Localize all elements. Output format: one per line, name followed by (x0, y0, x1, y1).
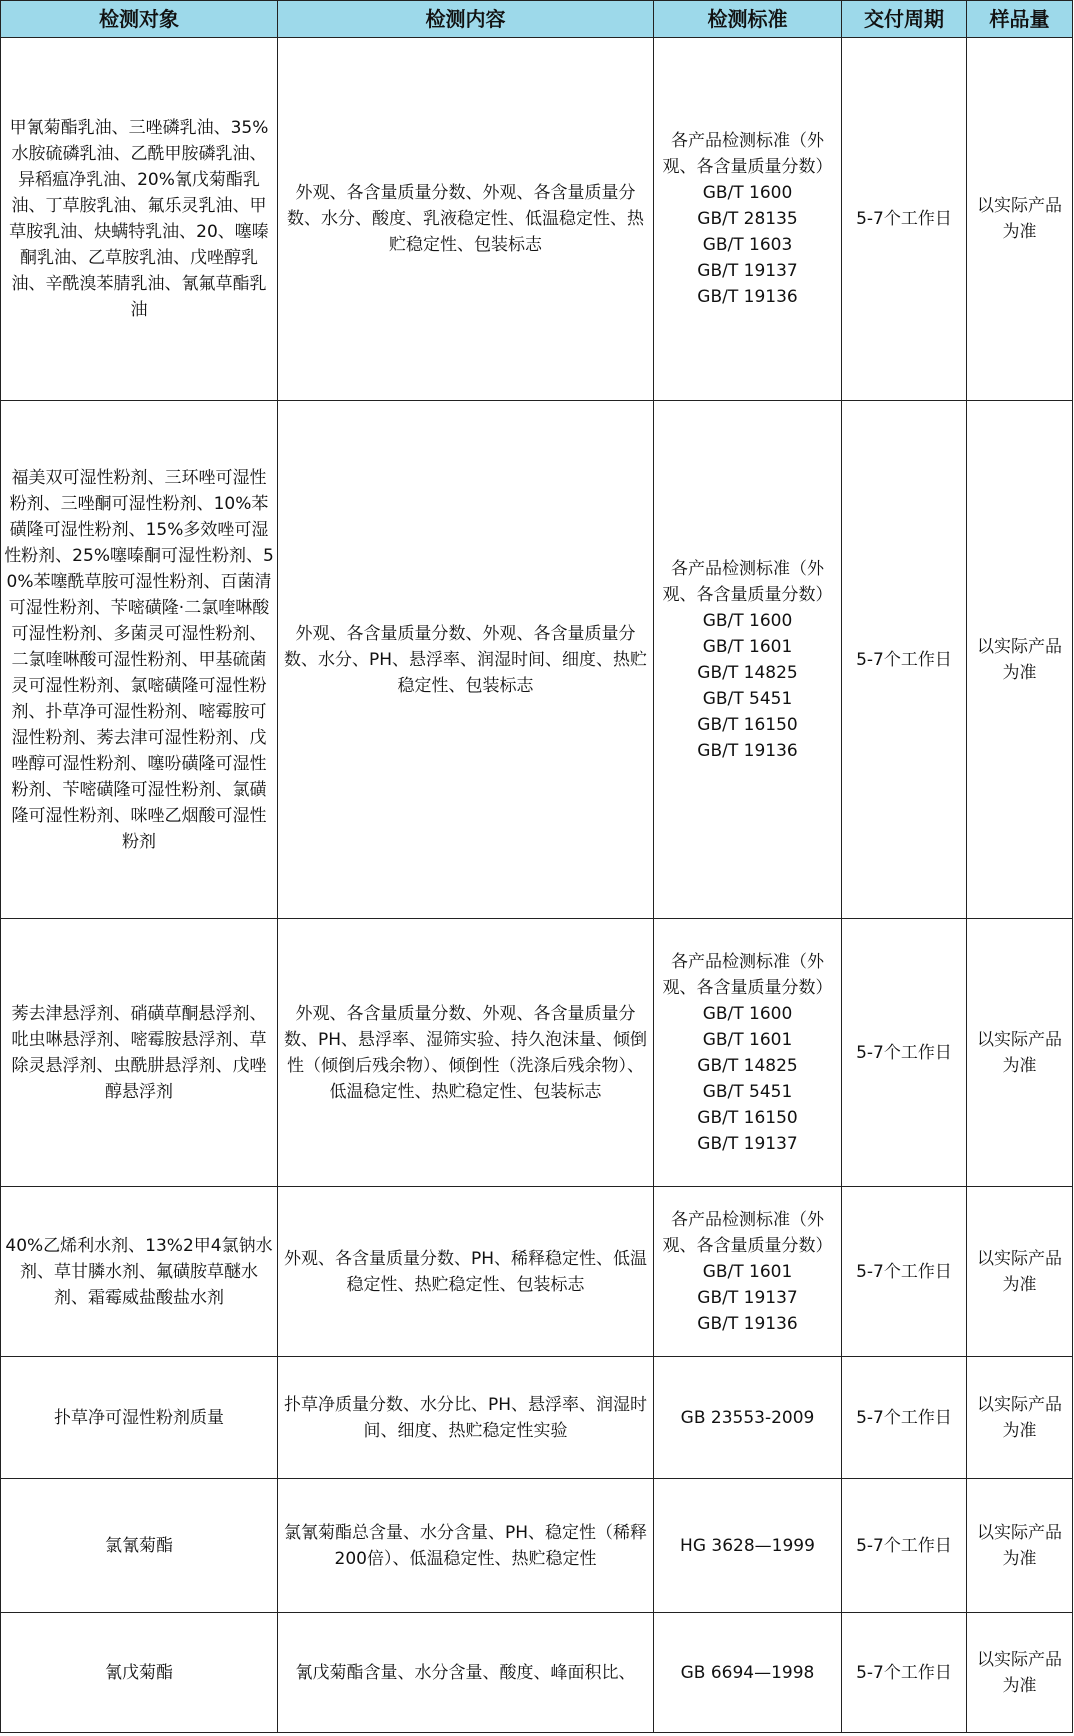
cell-sample: 以实际产品为准 (967, 1187, 1073, 1357)
table-row (1, 1613, 1073, 1733)
cell-period: 5-7个工作日 (842, 1613, 967, 1733)
table-row (1, 401, 1073, 919)
cell-object: 氰戊菊酯 (1, 1613, 278, 1733)
cell-content: 外观、各含量质量分数、外观、各含量质量分数、水分、PH、悬浮率、润湿时间、细度、热贮稳定性、包装标志 (278, 401, 654, 919)
cell-period: 5-7个工作日 (842, 1187, 967, 1357)
cell-standard: 各产品检测标准（外观、各含量质量分数） GB/T 1600 GB/T 28135 GB/T 1603 GB/T 19137 GB/T 19136 (654, 38, 842, 401)
table-row (1, 38, 1073, 401)
cell-object: 氯氰菊酯 (1, 1479, 278, 1613)
header-object: 检测对象 (1, 1, 278, 38)
cell-object: 福美双可湿性粉剂、三环唑可湿性粉剂、三唑酮可湿性粉剂、10%苯磺隆可湿性粉剂、15%多效唑可湿性粉剂、25%噻嗪酮可湿性粉剂、50%苯噻酰草胺可湿性粉剂、百菌清可湿性粉剂、苄嘧磺隆·二氯喹啉酸可湿性粉剂、多菌灵可湿性粉剂、二氯喹啉酸可湿性粉剂、甲基硫菌灵可湿性粉剂、氯嘧磺隆可湿性粉剂、扑草净可湿性粉剂、嘧霉胺可湿性粉剂、莠去津可湿性粉剂、戊唑醇可湿性粉剂、噻吩磺隆可湿性粉剂、苄嘧磺隆可湿性粉剂、氯磺隆可湿性粉剂、咪唑乙烟酸可湿性粉剂 (1, 401, 278, 919)
table-row (1, 1357, 1073, 1479)
cell-content: 外观、各含量质量分数、外观、各含量质量分数、PH、悬浮率、湿筛实验、持久泡沫量、倾倒性（倾倒后残余物）、倾倒性（洗涤后残余物）、低温稳定性、热贮稳定性、包装标志 (278, 919, 654, 1187)
cell-standard: GB 6694—1998 (654, 1613, 842, 1733)
header-period: 交付周期 (842, 1, 967, 38)
table-row (1, 1187, 1073, 1357)
cell-sample: 以实际产品为准 (967, 919, 1073, 1187)
table-row (1, 919, 1073, 1187)
cell-object: 扑草净可湿性粉剂质量 (1, 1357, 278, 1479)
header-content: 检测内容 (278, 1, 654, 38)
cell-sample: 以实际产品为准 (967, 38, 1073, 401)
cell-sample: 以实际产品为准 (967, 1357, 1073, 1479)
table-row (1, 1479, 1073, 1613)
cell-content: 氯氰菊酯总含量、水分含量、PH、稳定性（稀释200倍）、低温稳定性、热贮稳定性 (278, 1479, 654, 1613)
cell-standard: 各产品检测标准（外观、各含量质量分数） GB/T 1601 GB/T 19137 GB/T 19136 (654, 1187, 842, 1357)
cell-object: 莠去津悬浮剂、硝磺草酮悬浮剂、吡虫啉悬浮剂、嘧霉胺悬浮剂、草除灵悬浮剂、虫酰肼悬浮剂、戊唑醇悬浮剂 (1, 919, 278, 1187)
header-row (1, 1, 1073, 38)
header-sample: 样品量 (967, 1, 1073, 38)
cell-standard: 各产品检测标准（外观、各含量质量分数） GB/T 1600 GB/T 1601 GB/T 14825 GB/T 5451 GB/T 16150 GB/T 19137 (654, 919, 842, 1187)
cell-standard: GB 23553-2009 (654, 1357, 842, 1479)
cell-content: 外观、各含量质量分数、PH、稀释稳定性、低温稳定性、热贮稳定性、包装标志 (278, 1187, 654, 1357)
cell-object: 40%乙烯利水剂、13%2甲4氯钠水剂、草甘膦水剂、氟磺胺草醚水剂、霜霉威盐酸盐水剂 (1, 1187, 278, 1357)
cell-content: 氰戊菊酯含量、水分含量、酸度、峰面积比、 (278, 1613, 654, 1733)
cell-period: 5-7个工作日 (842, 38, 967, 401)
cell-sample: 以实际产品为准 (967, 1479, 1073, 1613)
cell-standard: HG 3628—1999 (654, 1479, 842, 1613)
cell-content: 扑草净质量分数、水分比、PH、悬浮率、润湿时间、细度、热贮稳定性实验 (278, 1357, 654, 1479)
cell-standard: 各产品检测标准（外观、各含量质量分数） GB/T 1600 GB/T 1601 GB/T 14825 GB/T 5451 GB/T 16150 GB/T 19136 (654, 401, 842, 919)
cell-sample: 以实际产品为准 (967, 1613, 1073, 1733)
header-standard: 检测标准 (654, 1, 842, 38)
cell-period: 5-7个工作日 (842, 1479, 967, 1613)
cell-sample: 以实际产品为准 (967, 401, 1073, 919)
cell-object: 甲氰菊酯乳油、三唑磷乳油、35%水胺硫磷乳油、乙酰甲胺磷乳油、异稻瘟净乳油、20%氰戊菊酯乳油、丁草胺乳油、氟乐灵乳油、甲草胺乳油、炔螨特乳油、20、噻嗪酮乳油、乙草胺乳油、戊唑醇乳油、辛酰溴苯腈乳油、氰氟草酯乳油 (1, 38, 278, 401)
cell-content: 外观、各含量质量分数、外观、各含量质量分数、水分、酸度、乳液稳定性、低温稳定性、热贮稳定性、包装标志 (278, 38, 654, 401)
cell-period: 5-7个工作日 (842, 1357, 967, 1479)
cell-period: 5-7个工作日 (842, 919, 967, 1187)
cell-period: 5-7个工作日 (842, 401, 967, 919)
